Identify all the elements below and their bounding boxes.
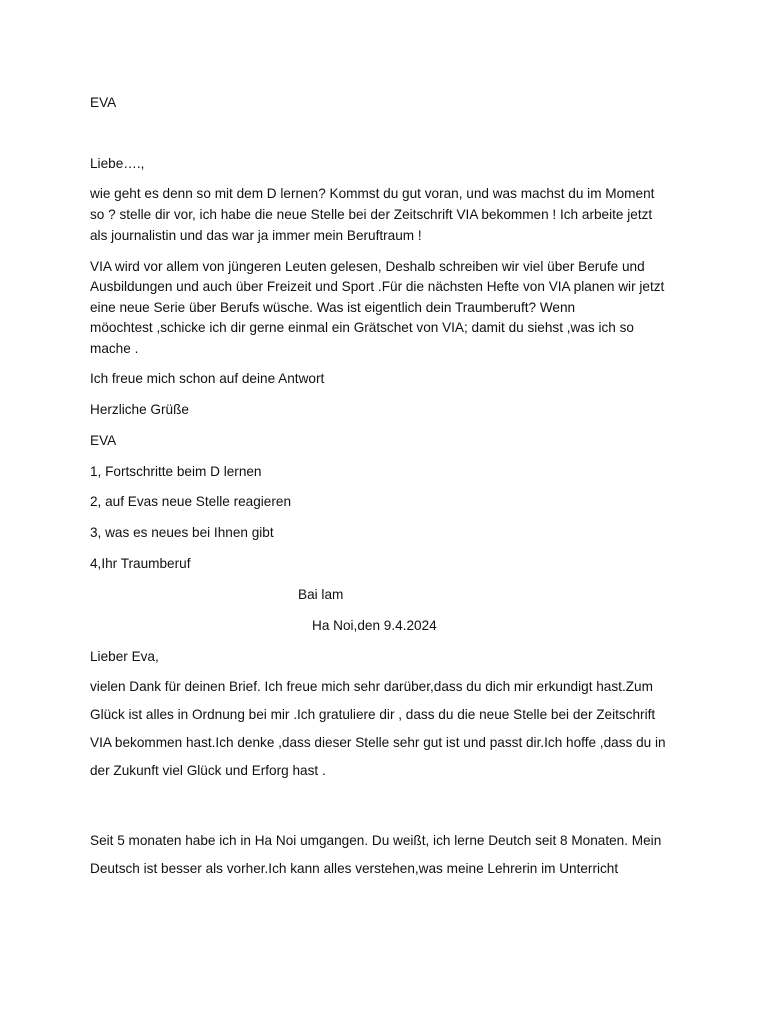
task-item: 2, auf Evas neue Stelle reagieren [90, 494, 292, 509]
reply-greeting: Lieber Eva, [90, 649, 159, 664]
paragraph1-line: als journalistin und das war ja immer mein Beruftraum ! [90, 228, 422, 243]
paragraph2-line: möochtest ,schicke ich dir gerne einmal ein Grätschet von VIA; damit du siehst ,was ich so [90, 320, 634, 335]
reply-paragraph2-line: Seit 5 monaten habe ich in Ha Noi umgangen. Du weißt, ich lerne Deutch seit 8 Monaten. Mein [90, 833, 662, 848]
task-item: 1, Fortschritte beim D lernen [90, 464, 262, 479]
paragraph1-line: wie geht es denn so mit dem D lernen? Kommst du gut voran, und was machst du im Moment [90, 186, 655, 201]
sign-off: Herzliche Grüße [90, 402, 189, 417]
reply-paragraph1-line: vielen Dank für deinen Brief. Ich freue mich sehr darüber,dass du dich mir erkundigt hast.Zum [90, 679, 653, 694]
paragraph2-line: Ausbildungen und auch über Freizeit und Sport .Für die nächsten Hefte von VIA planen wir jetzt [90, 279, 665, 294]
task-item: 4,Ihr Traumberuf [90, 556, 191, 571]
closing-line: Ich freue mich schon auf deine Antwort [90, 371, 325, 386]
task-item: 3, was es neues bei Ihnen gibt [90, 525, 274, 540]
paragraph2-line: mache . [90, 341, 139, 356]
signature: EVA [90, 433, 117, 448]
header-name: EVA [90, 95, 117, 110]
place-date: Ha Noi,den 9.4.2024 [312, 618, 437, 633]
reply-paragraph1-line: Glück ist alles in Ordnung bei mir .Ich gratuliere dir , dass du die neue Stelle bei der Zeitschrift [90, 707, 656, 722]
paragraph1-line: so ? stelle dir vor, ich habe die neue Stelle bei der Zeitschrift VIA bekommen ! Ich arbeite jetzt [90, 207, 653, 222]
paragraph2-line: eine neue Serie über Berufs wüsche. Was ist eigentlich dein Traumberuft? Wenn [90, 300, 576, 315]
letter-greeting: Liebe…., [90, 156, 145, 171]
answer-heading: Bai lam [298, 587, 344, 602]
reply-paragraph1-line: VIA bekommen hast.Ich denke ,dass dieser Stelle sehr gut ist und passt dir.Ich hoffe ,dass du in [90, 735, 666, 750]
reply-paragraph2-line: Deutsch ist besser als vorher.Ich kann alles verstehen,was meine Lehrerin im Unterricht [90, 861, 619, 876]
paragraph2-line: VIA wird vor allem von jüngeren Leuten gelesen, Deshalb schreiben wir viel über Berufe und [90, 259, 645, 274]
reply-paragraph1-line: der Zukunft viel Glück und Erforg hast . [90, 763, 326, 778]
